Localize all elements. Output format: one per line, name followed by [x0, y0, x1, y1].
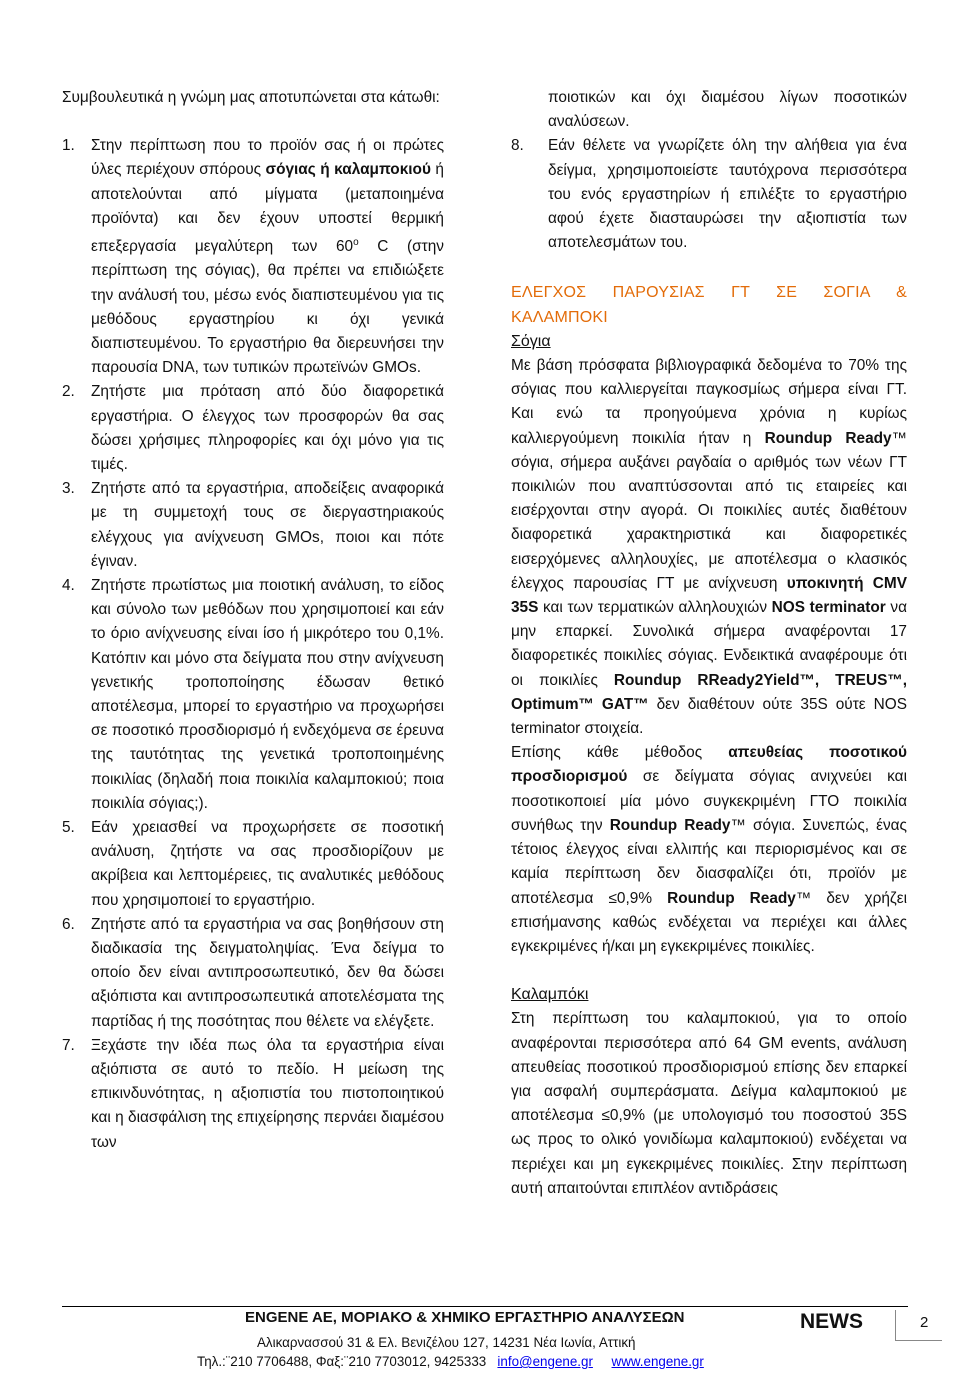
list-item: 7. Ξεχάστε την ιδέα πως όλα τα εργαστήρια είναι αξιόπιστα σε αυτό το πεδίο. Η μείωση της επικινδυνότητας, η αξιοπιστία του πιστοποιητικού και η διασφάλιση της επιχείρησης περνάει διαμέσου των [62, 1034, 444, 1155]
soy-paragraph-2: Επίσης κάθε μέθοδος απευθείας ποσοτικού προσδιορισμού σε δείγματα σόγιας ανιχνεύει και ποσοτικοποιεί μία μόνο συγκεκριμένη ΓΤΟ ποικιλία συνήθως την Roundup Ready™ σόγια. Συνεπώς, ένας τέτοιος έλεγχος είναι ελλιπής και περιορισμένος και σε καμία περίπτωση δεν διασφαλίζει ότι, προϊόν με αποτέλεσμα ≤0,9% Roundup Ready™ δεν χρήζει επισήμανσης καθώς ενδέχεται να περιέχει και άλλες εγκεκριμένες ή/και μη εγκεκριμένες ποικιλίες. [511, 744, 907, 955]
list-item: 8. Εάν θέλετε να γνωρίζετε όλη την αλήθεια για ένα δείγμα, χρησιμοποιείστε ταυτόχρονα περισσότερα του ενός εργαστηρίων ή επιλέξτε το εργαστήριο αφού έχετε διασταυρώσει την αξιοπιστία των αποτελεσμάτων του. [511, 134, 907, 255]
item-number: 1. [62, 137, 75, 155]
news-label: NEWS [800, 1310, 863, 1333]
corn-paragraph: Στη περίπτωση του καλαμποκιού, για το οποίο αναφέρονται περισσότερα από 64 GM events, ανάλυση απευθείας ποσοτικού προσδιορισμού επίσης δεν επαρκεί για ασφαλή συμπεράσματα. Δείγμα καλαμποκιού με αποτέλεσμα ≤0,9% (με υπολογισμό του ποσοστού 35S ως προς το ολικό γονιδίωμα καλαμποκιού) ενδέχεται να περιέχει και μη εγκεκριμένες ποικιλίες. Στην περίπτωση αυτή απαιτούνται επιπλέον αντιδράσεις [511, 1010, 907, 1197]
recommendations-list-continued [511, 86, 907, 255]
item-number: 3. [62, 480, 75, 498]
footer-divider [62, 1306, 908, 1307]
footer-contact [197, 1354, 704, 1369]
list-item: 3. Ζητήστε από τα εργαστήρια, αποδείξεις αναφορικά με τη συμμετοχή τους σε διεργαστηριακούς ελέγχους για ανίχνευση GMOs, ποιοι και πότε έγιναν. [62, 477, 444, 574]
item-number: 8. [511, 137, 524, 155]
list-item: 2. Ζητήστε μια πρόταση από δύο διαφορετικά εργαστήρια. Ο έλεγχος των προσφορών θα σας δώσει χρήσιμες πληροφορίες και όχι μόνο για τις τιμές. [62, 380, 444, 477]
soy-paragraph-1: Με βάση πρόσφατα βιβλιογραφικά δεδομένα το 70% της σόγιας που καλλιεργείται παγκοσμίως σήμερα είναι ΓΤ. Και ενώ τα προηγούμενα χρόνια η κυρίως καλλιεργούμενη ποικιλία ήταν η Roundup Ready™ σόγια, σήμερα αυξάνει ραγδαία ο αριθμός των νέων ΓΤ ποικιλιών που αναπτύσσονται από τις εταιρείες και εισέρχονται στην αγορά. Οι ποικιλίες αυτές διαθέτουν διαφορετικά χαρακτηριστικά και διαφορετικές εισερχόμενες αλληλουχίες, με αποτέλεσμα ο κλασικός έλεγχος παρουσίας ΓΤ με ανίχνευση υποκινητή CMV 35S και των τερματικών αλληλουχιών NOS terminator να μην επαρκεί. Συνολικά σήμερα αναφέρονται 17 διαφορετικές ποικιλίες σόγιας. Ενδεικτικά αναφέρουμε ότι οι ποικιλίες Roundup RReady2Yield™, TREUS™, Optimum™ GAT™ δεν διαθέτουν ούτε 35S ούτε NOS terminator στοιχεία. [511, 357, 907, 738]
item-number: 6. [62, 915, 75, 933]
page-number-box [895, 1310, 942, 1341]
list-item: 6. Ζητήστε από τα εργαστήρια να σας βοηθήσουν στη διαδικασία της δειγματοληψίας. Ένα δείγμα το οποίο δεν είναι αντιπροσωπευτικό, δεν θα δώσει αξιόπιστα και αντιπροσωπευτικά αποτελέσματα της παρτίδας ή της ποσότητας που θέλετε να ελέγξετε. [62, 913, 444, 1034]
list-item: 1. Στην περίπτωση που το προϊόν σας ή οι πρώτες ύλες περιέχουν σπόρους σόγιας ή καλαμποκιού ή αποτελούνται από μίγματα (μεταποιημένα προϊόντα) και δεν έχουν υποστεί θερμική επεξεργασία μεγαλύτερη των $60^o$ C (στην περίπτωση της σόγιας), θα πρέπει να επιδιώξετε την ανάλυσή του, μέσω ενός διαπιστευμένου για τις μεθόδους εργαστηρίου κι όχι γενικά διαπιστευμένου. Το εργαστήριο θα διερευνήσει την παρουσία DNA, των τυπικών πρωτεϊνών GMOs. [62, 134, 444, 380]
footer-company: ENGENE AE, ΜΟΡΙΑΚΟ & ΧΗΜΙΚΟ ΕΡΓΑΣΤΗΡΙΟ ΑΝΑΛΥΣΕΩΝ [245, 1309, 685, 1326]
section-title: ΕΛΕΓΧΟΣ ΠΑΡΟΥΣΙΑΣ ΓΤ ΣΕ ΣΟΓΙΑ & [511, 284, 907, 302]
email-link[interactable]: info@engene.gr [497, 1354, 593, 1369]
footer-address: Αλικαρνασσού 31 & Ελ. Βενιζέλου 127, 14231 Νέα Ιωνία, Αττική [257, 1335, 636, 1350]
intro-paragraph: Συμβουλευτικά η γνώμη μας αποτυπώνεται στα κάτωθι: [62, 89, 440, 106]
item-number: 4. [62, 576, 75, 594]
item-number: 7. [62, 1036, 75, 1054]
right-column [511, 86, 907, 1201]
soy-heading: Σόγια [511, 332, 551, 350]
page-number: 2 [920, 1314, 929, 1331]
website-link[interactable]: www.engene.gr [611, 1354, 704, 1369]
list-item-continuation: ποιοτικών και όχι διαμέσου λίγων ποσοτικών αναλύσεων. [548, 89, 907, 131]
bold-text: σόγιας ή καλαμποκιού [265, 161, 431, 179]
list-item: 4. Ζητήστε πρωτίστως μια ποιοτική ανάλυση, το είδος και σύνολο των μεθόδων που χρησιμοποιεί και εάν το όριο ανίχνευσης είναι ίσο ή μικρότερο του 0,1%. Κατόπιν και μόνο στα δείγματα που στην ανίχνευση γενετικής τροποποίησης έδωσαν θετικό αποτέλεσμα, μπορεί το εργαστήριο να προχωρήσει σε ποσοτικό προσδιορισμό ή ενδεχόμενα σε έρευνα της ταυτότητας της γενετικά τροποποιημένης ποικιλίας (δηλαδή ποια ποικιλία καλαμποκιού; ποια ποικιλία σόγιας;). [62, 574, 444, 816]
list-item: 5. Εάν χρειασθεί να προχωρήσετε σε ποσοτική ανάλυση, ζητήστε να σας προσδιορίζουν με ακρίβεια και λεπτομέρειες, τις αναλυτικές μεθόδους που χρησιμοποιεί το εργαστήριο. [62, 816, 444, 913]
degree-superscript: ο [353, 237, 359, 249]
item-number: 5. [62, 819, 75, 837]
footer-phones: Τηλ.:¨210 7706488, Φαξ:¨210 7703012, 9425333 [197, 1354, 487, 1369]
recommendations-list [62, 134, 444, 1155]
left-column [62, 86, 444, 1155]
section-title-cont: ΚΑΛΑΜΠΟΚΙ [511, 308, 608, 326]
corn-heading: Καλαμπόκι [511, 986, 589, 1004]
item-number: 2. [62, 383, 75, 401]
